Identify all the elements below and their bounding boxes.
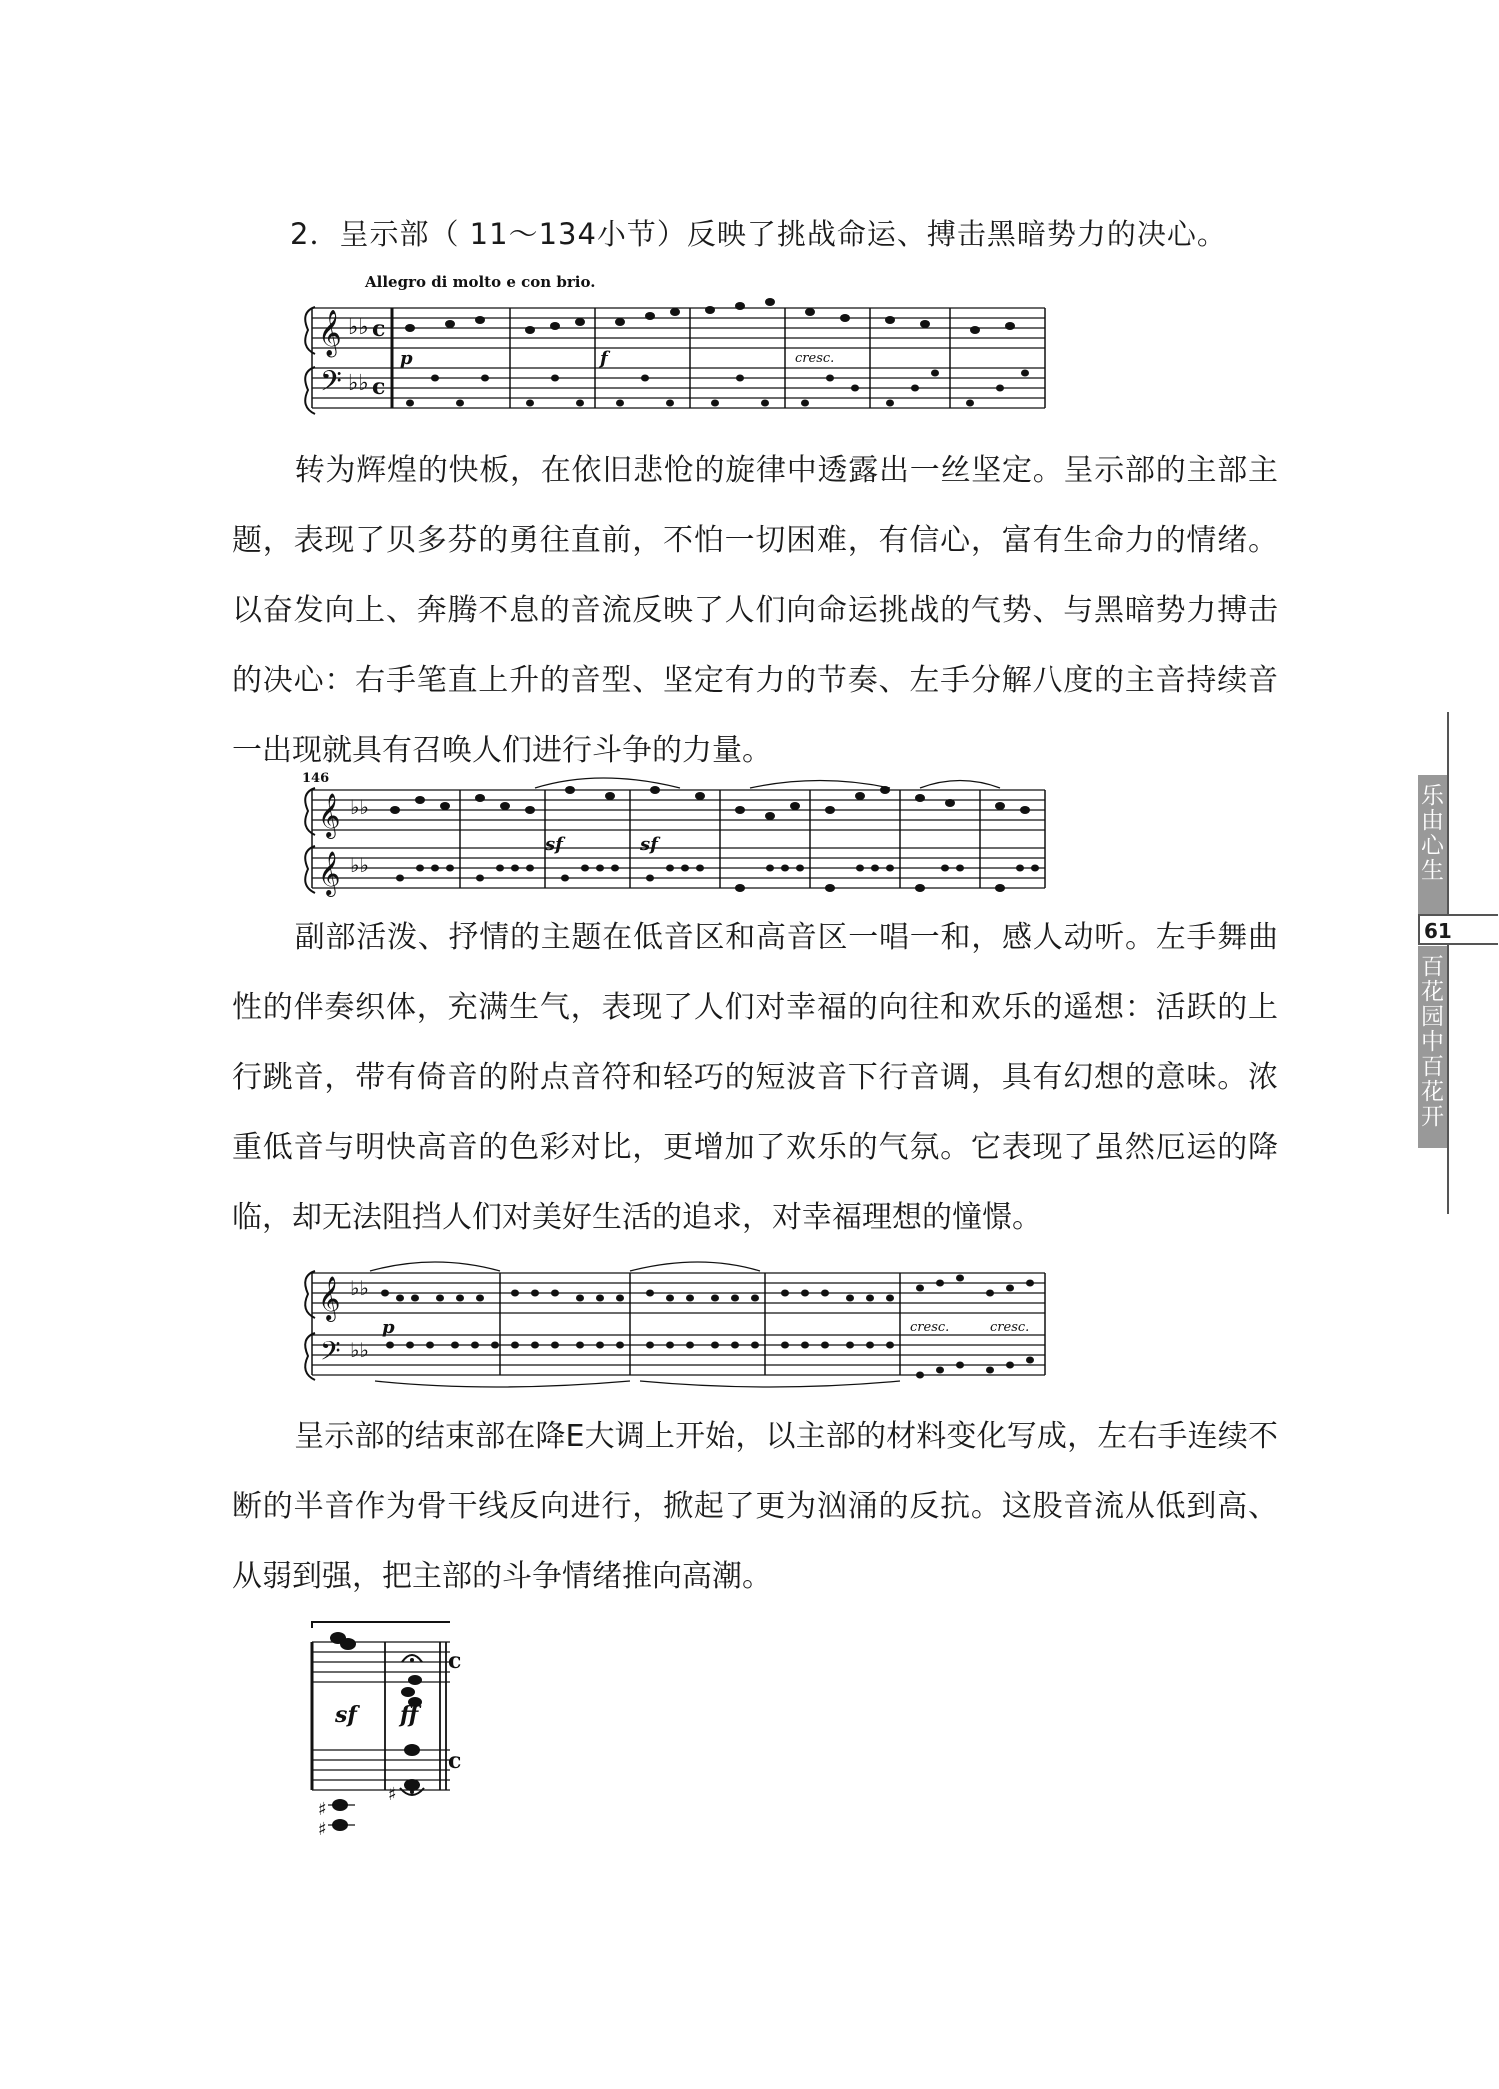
- svg-text:𝄢: 𝄢: [320, 1335, 341, 1373]
- side-tab-bottom: [1418, 946, 1447, 1148]
- score-excerpt-exposition: [300, 272, 1050, 422]
- svg-text:♭♭: ♭♭: [348, 315, 369, 340]
- svg-text:♭♭: ♭♭: [350, 853, 369, 877]
- svg-text:c: c: [372, 316, 386, 342]
- score-excerpt-fermata: [300, 1620, 500, 1855]
- barlines: [312, 308, 1045, 408]
- svg-text:♯: ♯: [388, 1784, 397, 1805]
- cresc-marking-2: cresc.: [990, 1320, 1030, 1335]
- dynamic-ff: ff: [400, 1702, 419, 1728]
- svg-text:𝄞: 𝄞: [318, 310, 342, 356]
- dynamic-p: p: [400, 348, 413, 369]
- paragraph-2: 副部活泼、抒情的主题在低音区和高音区一唱一和，感人动听。左手舞曲性的伴奏织体，充满生气，表现了人们对幸福的向往和欢乐的遥想：活跃的上行跳音，带有倚音的附点音符和轻巧的短波音下行音调，具有幻想的意味。浓重低音与明快高音的色彩对比，更增加了欢乐的气氛。它表现了虽然厄运的降临，却无法阻挡人们对美好生活的追求，对幸福理想的憧憬。: [232, 920, 1278, 1235]
- svg-text:c: c: [448, 1648, 462, 1674]
- side-tab-top-label: 乐由心生: [1417, 783, 1443, 883]
- dynamic-p: p: [382, 1317, 395, 1338]
- svg-text:♭♭: ♭♭: [350, 795, 369, 819]
- dynamic-sf-1: sf: [545, 834, 563, 855]
- cresc-marking-1: cresc.: [910, 1320, 950, 1335]
- side-tab-rule: [1447, 712, 1449, 1214]
- svg-text:♭♭: ♭♭: [350, 1338, 369, 1362]
- page-number: 61: [1418, 914, 1498, 945]
- svg-text:♭♭: ♭♭: [348, 371, 369, 396]
- section-heading: 2．呈示部（ 11～134小节）反映了挑战命运、搏击黑暗势力的决心。: [290, 217, 1227, 251]
- score-excerpt-second-theme: [300, 768, 1050, 893]
- svg-text:♭♭: ♭♭: [350, 1276, 369, 1300]
- notes: [405, 298, 1029, 407]
- paragraph-1: 转为辉煌的快板，在依旧悲怆的旋律中透露出一丝坚定。呈示部的主部主题，表现了贝多芬的勇往直前，不怕一切困难，有信心，富有生命力的情绪。以奋发向上、奔腾不息的音流反映了人们向命运挑战的气势、与黑暗势力搏击的决心：右手笔直上升的音型、坚定有力的节奏、左手分解八度的主音持续音一出现就具有召唤人们进行斗争的力量。: [232, 453, 1278, 768]
- svg-text:c: c: [372, 374, 386, 400]
- svg-text:𝄞: 𝄞: [318, 851, 341, 895]
- side-tab-top: [1418, 775, 1447, 915]
- dynamic-sf: sf: [335, 1702, 357, 1728]
- svg-text:c: c: [448, 1748, 462, 1774]
- dynamic-sf-2: sf: [640, 834, 658, 855]
- svg-text:♯: ♯: [318, 1799, 327, 1820]
- measure-number: 146: [302, 771, 330, 786]
- score-excerpt-closing-theme: [300, 1253, 1050, 1388]
- dynamic-f: f: [600, 348, 608, 369]
- svg-text:𝄢: 𝄢: [320, 365, 342, 405]
- paragraph-3: 呈示部的结束部在降E大调上开始，以主部的材料变化写成，左右手连续不断的半音作为骨干线反向进行，掀起了更为汹涌的反抗。这股音流从低到高、从弱到强，把主部的斗争情绪推向高潮。: [232, 1419, 1278, 1594]
- svg-text:𝄞: 𝄞: [318, 793, 341, 837]
- svg-text:♯: ♯: [318, 1819, 327, 1840]
- svg-text:𝄞: 𝄞: [318, 1276, 341, 1320]
- tempo-marking: Allegro di molto e con brio.: [365, 273, 596, 291]
- cresc-marking: cresc.: [795, 351, 835, 366]
- side-tab-bottom-label: 百花园中百花开: [1417, 954, 1443, 1129]
